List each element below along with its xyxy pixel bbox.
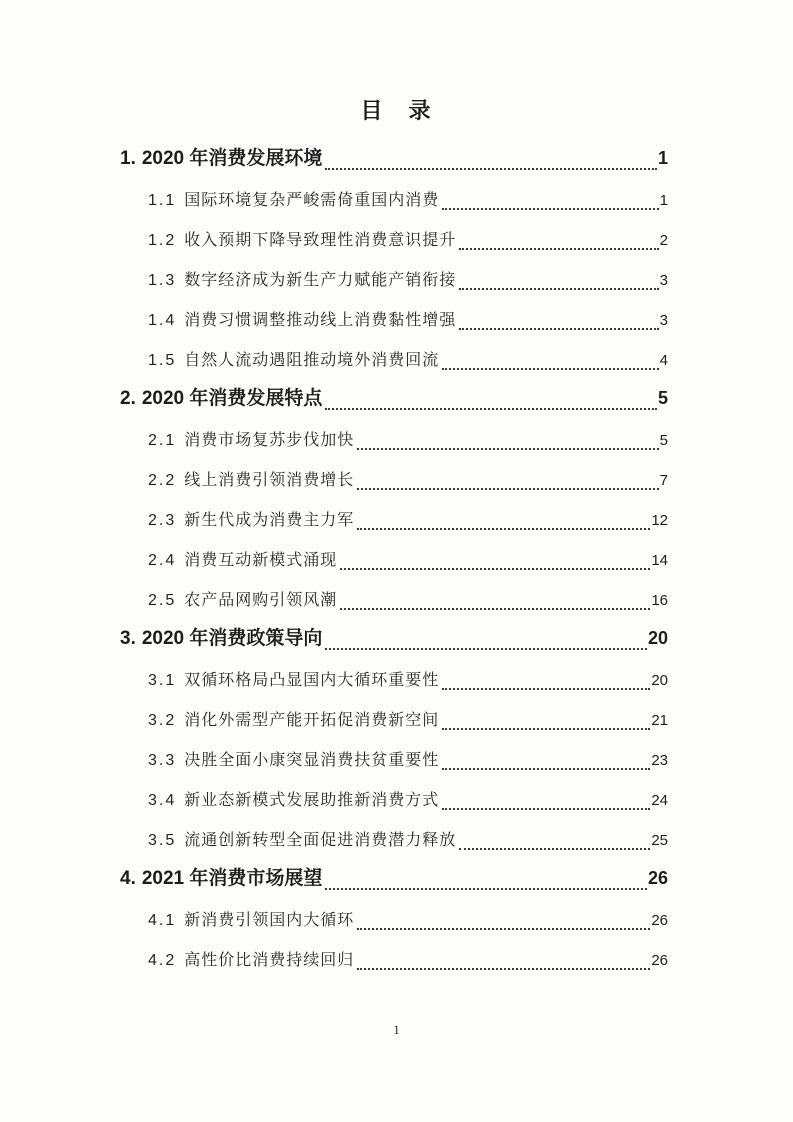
table-of-contents <box>120 133 668 973</box>
toc-entry-page: 23 <box>651 752 668 769</box>
dot-leader <box>459 248 658 250</box>
toc-entry-page: 5 <box>657 388 668 408</box>
toc-entry-title: 收入预期下降导致理性消费意识提升 <box>184 232 457 249</box>
toc-entry-number: 2.2 <box>148 472 177 489</box>
toc-entry-page: 24 <box>651 792 668 809</box>
toc-section-row[interactable] <box>120 853 668 893</box>
toc-entry-page: 26 <box>651 912 668 929</box>
toc-item-row[interactable] <box>120 493 668 533</box>
dot-leader <box>357 528 650 530</box>
toc-entry-page: 20 <box>647 628 668 648</box>
toc-entry-page: 1 <box>657 148 668 168</box>
toc-entry-title: 消化外需型产能开拓促消费新空间 <box>184 712 440 729</box>
toc-entry-number: 3.2 <box>148 712 177 729</box>
dot-leader <box>325 168 657 170</box>
toc-entry-number: 4. <box>120 868 136 889</box>
dot-leader <box>442 808 650 810</box>
toc-entry-number: 2.4 <box>148 552 177 569</box>
toc-entry-number: 2.3 <box>148 512 177 529</box>
toc-entry-number: 3. <box>120 628 136 649</box>
toc-entry-title: 消费市场复苏步伐加快 <box>184 432 355 449</box>
toc-entry-page: 16 <box>651 592 668 609</box>
page-number: 1 <box>393 1022 400 1037</box>
dot-leader <box>357 928 650 930</box>
toc-entry-page: 26 <box>647 868 668 888</box>
dot-leader <box>459 288 658 290</box>
dot-leader <box>442 768 650 770</box>
dot-leader <box>340 568 650 570</box>
toc-entry-title: 2021 年消费市场展望 <box>141 868 323 889</box>
toc-entry-title: 新业态新模式发展助推新消费方式 <box>184 792 440 809</box>
toc-entry-title: 新消费引领国内大循环 <box>184 912 355 929</box>
toc-item-row[interactable] <box>120 293 668 333</box>
toc-item-row[interactable] <box>120 773 668 813</box>
toc-entry-number: 1.1 <box>148 192 177 209</box>
dot-leader <box>325 648 647 650</box>
toc-entry-page: 14 <box>651 552 668 569</box>
dot-leader <box>442 368 658 370</box>
dot-leader <box>357 488 658 490</box>
toc-entry-page: 4 <box>659 352 668 369</box>
dot-leader <box>442 208 658 210</box>
toc-entry-page: 5 <box>659 432 668 449</box>
toc-entry-page: 3 <box>659 312 668 329</box>
toc-entry-title: 双循环格局凸显国内大循环重要性 <box>184 672 440 689</box>
toc-entry-page: 12 <box>651 512 668 529</box>
toc-entry-title: 2020 年消费发展特点 <box>141 388 323 409</box>
toc-entry-title: 流通创新转型全面促进消费潜力释放 <box>184 832 457 849</box>
toc-entry-number: 1.3 <box>148 272 177 289</box>
toc-entry-title: 高性价比消费持续回归 <box>184 952 355 969</box>
toc-entry-number: 2.1 <box>148 432 177 449</box>
toc-entry-title: 决胜全面小康突显消费扶贫重要性 <box>184 752 440 769</box>
dot-leader <box>357 448 658 450</box>
toc-entry-title: 国际环境复杂严峻需倚重国内消费 <box>184 192 440 209</box>
toc-entry-number: 3.4 <box>148 792 177 809</box>
dot-leader <box>459 328 658 330</box>
toc-entry-page: 20 <box>651 672 668 689</box>
toc-item-row[interactable] <box>120 253 668 293</box>
dot-leader <box>442 728 650 730</box>
toc-entry-number: 4.2 <box>148 952 177 969</box>
toc-item-row[interactable] <box>120 733 668 773</box>
toc-item-row[interactable] <box>120 813 668 853</box>
dot-leader <box>459 848 650 850</box>
toc-entry-title: 消费习惯调整推动线上消费黏性增强 <box>184 312 457 329</box>
toc-item-row[interactable] <box>120 893 668 933</box>
toc-entry-page: 21 <box>651 712 668 729</box>
toc-entry-title: 线上消费引领消费增长 <box>184 472 355 489</box>
toc-item-row[interactable] <box>120 533 668 573</box>
toc-entry-number: 2. <box>120 388 136 409</box>
toc-entry-number: 3.5 <box>148 832 177 849</box>
toc-entry-title: 新生代成为消费主力军 <box>184 512 355 529</box>
toc-entry-title: 消费互动新模式涌现 <box>184 552 338 569</box>
toc-entry-number: 1.5 <box>148 352 177 369</box>
toc-entry-number: 3.1 <box>148 672 177 689</box>
toc-entry-number: 2.5 <box>148 592 177 609</box>
toc-entry-number: 1.4 <box>148 312 177 329</box>
toc-item-row[interactable] <box>120 653 668 693</box>
toc-item-row[interactable] <box>120 333 668 373</box>
toc-item-row[interactable] <box>120 573 668 613</box>
dot-leader <box>442 688 650 690</box>
toc-entry-number: 3.3 <box>148 752 177 769</box>
toc-item-row[interactable] <box>120 173 668 213</box>
toc-entry-number: 1.2 <box>148 232 177 249</box>
toc-entry-title: 自然人流动遇阻推动境外消费回流 <box>184 352 440 369</box>
toc-entry-title: 2020 年消费发展环境 <box>141 148 323 169</box>
dot-leader <box>357 968 650 970</box>
toc-section-row[interactable] <box>120 613 668 653</box>
dot-leader <box>325 888 647 890</box>
toc-entry-title: 2020 年消费政策导向 <box>141 628 323 649</box>
toc-item-row[interactable] <box>120 413 668 453</box>
toc-entry-page: 3 <box>659 272 668 289</box>
toc-entry-page: 1 <box>659 192 668 209</box>
toc-item-row[interactable] <box>120 453 668 493</box>
toc-item-row[interactable] <box>120 213 668 253</box>
page-title: 目 录 <box>360 98 433 123</box>
toc-section-row[interactable] <box>120 373 668 413</box>
toc-entry-number: 1. <box>120 148 136 169</box>
toc-entry-title: 数字经济成为新生产力赋能产销衔接 <box>184 272 457 289</box>
dot-leader <box>340 608 650 610</box>
toc-section-row[interactable] <box>120 133 668 173</box>
toc-entry-page: 26 <box>651 952 668 969</box>
toc-entry-title: 农产品网购引领风潮 <box>184 592 338 609</box>
toc-entry-page: 7 <box>659 472 668 489</box>
dot-leader <box>325 408 657 410</box>
toc-entry-number: 4.1 <box>148 912 177 929</box>
toc-entry-page: 25 <box>651 832 668 849</box>
toc-item-row[interactable] <box>120 933 668 973</box>
toc-entry-page: 2 <box>659 232 668 249</box>
toc-item-row[interactable] <box>120 693 668 733</box>
